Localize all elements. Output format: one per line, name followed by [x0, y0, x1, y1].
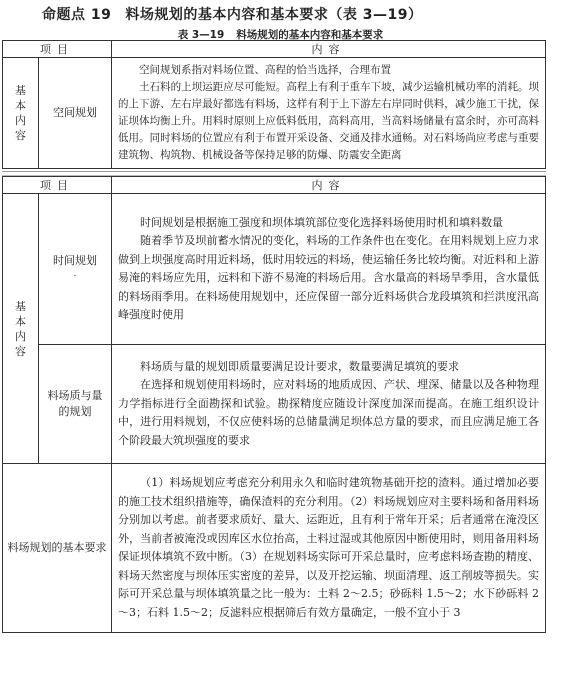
content-paragraph: 在选择和规划使用料场时，应对料场的地质成因、产状、埋深、储量以及各种物理力学指标进行全面勘探和试验。勘探精度应随设计深度加深而提高。在施工组织设计中，进行用料规划，不仅应使料场的总储量满足坝体总方量的要求，而且应满足施工各个阶段最大筑坝强度的要求: [118, 378, 539, 447]
category-cell: [3, 58, 39, 169]
row-label-quality-quantity: 料场质与量的规划: [39, 345, 112, 464]
table-caption-title: 料场规划的基本内容和基本要求: [236, 29, 384, 41]
table-row: [3, 345, 546, 464]
table-number: 表 3—19: [177, 29, 225, 41]
category-label: 基 本 内 容: [15, 299, 26, 358]
heading-number: 命题点 19: [42, 7, 112, 23]
heading-title: 料场规划的基本内容和基本要求（表 3—19）: [125, 7, 423, 23]
content-paragraph: 随着季节及坝前蓄水情况的变化，料场的工作条件也在变化。在用料规划上应力求做到上坝强度高时用近料场，低时用较远的料场，使运输任务比较均衡。对近料和上游易淹的料场应先用，远料和下游不易淹的料场后用。含水量高的料场旱季用，含水量低的料场雨季用。在料场使用规划中，还应保留一部分近料场供合龙段填筑和拦洪度汛高峰强度时使用: [118, 234, 539, 321]
category-cell: [3, 194, 39, 464]
row-label-space: 空间规划: [39, 58, 112, 169]
content-paragraph: 料场质与量的规划即质量要满足设计要求，数量要满足填筑的要求: [140, 359, 459, 373]
section-heading: [42, 4, 422, 24]
table-header-row: [3, 41, 546, 58]
header-item: 项目: [3, 177, 112, 194]
header-item: 项目: [3, 41, 112, 58]
row-content-time: [112, 194, 546, 345]
row-content-space: [112, 58, 546, 169]
row-label-requirements: 料场规划的基本要求: [3, 464, 112, 633]
table-row: [3, 194, 546, 345]
content-paragraph: （1）料场规划应考虑充分利用永久和临时建筑物基础开挖的渣料。通过增加必要的施工技术组织措施等，确保渣料的充分利用。（2）料场规划应对主要料场和备用料场分别加以考虑。前者要求质好、量大、运距近，且有利于常年开采；后者通常在淹没区外，当前者被淹没或因库区水位抬高，土料过湿或其他原因中断使用时，则用备用料场保证坝体填筑不致中断。（3）在规划料场实际可开采总量时，应考虑料场查勘的精度、料场天然密度与坝体压实密度的差异，以及开挖运输、坝面清理、返工削坡等损失。实际可开采总量与坝体填筑量之比一般为：土料 2～2.5；砂砾料 1.5～2；水下砂砾料 2～3；石料 1.5～2；反滤料应根据筛后有效方量确定，一般不宜小于 3: [118, 476, 539, 619]
header-content: 内容: [112, 177, 546, 194]
dot-mark: ·: [73, 271, 77, 282]
row-label-time: 时间规划 ·: [39, 194, 112, 345]
table-part-1: [2, 40, 546, 169]
content-paragraph: 空间规划系指对料场位置、高程的恰当选择，合理布置: [139, 64, 391, 76]
table-part-2: [2, 176, 546, 633]
table-row: [3, 58, 546, 169]
content-paragraph: 土石料的上坝运距应尽可能短。高程上有利于重车下坡，减少运输机械功率的消耗。坝的上下游、左右岸最好都选有料场，这样有利于上下游左右岸同时供料，减少施工干扰，保证坝体均衡上升。用料时原则上应低料低用，高料高用，当高料场储量有富余时，亦可高料低用。同时料场的位置应有利于布置开采设备、交通及排水通畅。对石料场尚应考虑与重要建筑物、构筑物、机械设备等保持足够的防爆、防震安全距离: [118, 81, 539, 161]
table-header-row: [3, 177, 546, 194]
row-content-quality-quantity: [112, 345, 546, 464]
header-content: 内容: [112, 41, 546, 58]
content-paragraph: 时间规划是根据施工强度和坝体填筑部位变化选择料场使用时机和填料数量: [140, 215, 503, 229]
row-content-requirements: [112, 464, 546, 633]
table-row: [3, 464, 546, 633]
category-label: 基 本 内 容: [15, 84, 26, 142]
